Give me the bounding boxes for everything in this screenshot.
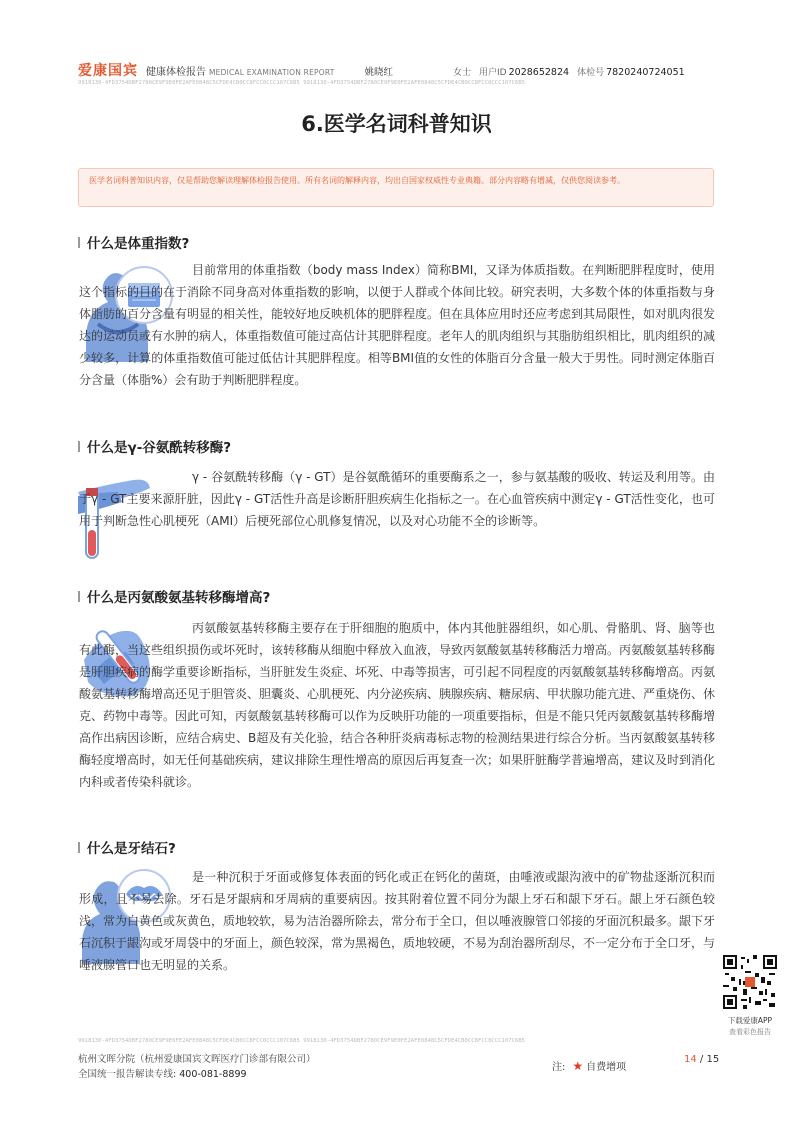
section-bar	[78, 842, 80, 853]
report-header	[78, 60, 718, 80]
section-heading-tartar	[78, 837, 176, 857]
page-total: 15	[706, 1054, 720, 1065]
hotline-label: 全国统一报告解读专线:	[78, 1069, 177, 1080]
page-title: 6.医学名词科普知识	[301, 112, 492, 136]
exam-no-value: 7820240724051	[606, 67, 685, 78]
section-title: 什么是γ-谷氨酰转移酶?	[87, 440, 232, 456]
page-separator: /	[696, 1054, 707, 1065]
patient-name: 姚晓红	[364, 67, 394, 78]
qr-caption-color-report: 查看彩色报告	[729, 1028, 771, 1036]
app-qr-code[interactable]	[723, 955, 777, 1009]
hotline-number: 400-081-8899	[179, 1069, 247, 1080]
report-title: 健康体检报告	[146, 67, 206, 78]
section-bar	[78, 441, 80, 452]
page-current: 14	[684, 1054, 697, 1065]
user-id-label: 用户ID	[479, 68, 507, 78]
patient-gender: 女士	[453, 68, 472, 78]
section-text-ggt: γ - 谷氨酰转移酶（γ - GT）是谷氨酰循环的重要酶系之一，参与氨基酸的吸收、转运及利用等。由于γ - GT主要来源肝脏，因此γ - GT活性升高是诊断肝胆疾病生化指标之一。在心血管疾病中测定γ - GT活性变化，也可用于判断急性心肌梗死（AMI）后梗死部位心肌修复情况，以及对心功能不全的诊断等。	[79, 470, 715, 528]
section-bar	[78, 237, 80, 248]
section-bar	[78, 591, 80, 602]
user-id-value: 2028652824	[508, 67, 570, 78]
report-subtitle: MEDICAL EXAMINATION REPORT	[209, 68, 335, 77]
section-text-tartar: 是一种沉积于牙面或修复体表面的钙化或正在钙化的菌斑，由唾液或龈沟液中的矿物盐逐渐沉积而形成，且不易去除。牙石是牙龈病和牙周病的重要病因。按其附着位置不同分为龈上牙石和龈下牙石。龈上牙石颜色较浅，常为白黄色或灰黄色，质地较软，易为洁治器所除去，常分布于全口，但以唾液腺管口邻接的牙面沉积最多。龈下牙石沉积于龈沟或牙周袋中的牙面上，颜色较深，常为黑褐色，质地较硬，不易为刮治器所刮尽，不一定分布于全口牙，与唾液腺管口也无明显的关系。	[79, 870, 716, 972]
section-heading-bmi	[78, 232, 189, 252]
header-hash-line: 9918130-4FD3754DBF2780CE9F9E0FE2AFE0848C5CFDE4CB0CC8FCC0CCC107C6B5 9918130-4FD3754DBF2780CE9F9E0FE2AFE0848C5CFDE4CB0CC8FCC0CCC107C6B5	[78, 80, 526, 86]
footer-branch: 杭州文晖分院（杭州爱康国宾文晖医疗门诊部有限公司）	[78, 1054, 316, 1065]
star-icon: ★	[572, 1058, 584, 1073]
section-text-alt: 丙氨酸氨基转移酶主要存在于肝细胞的胞质中，体内其他脏器组织，如心肌、骨骼肌、肾、脑等也有此酶，当这些组织损伤或坏死时，该转移酶从细胞中释放入血液，导致丙氨酸氨基转移酶活力增高。丙氨酸氨基转移酶是肝胆疾病的酶学重要诊断指标，当肝脏发生炎症、坏死、中毒等损害，可引起不同程度的丙氨酸氨基转移酶增高。丙氨酸氨基转移酶增高还见于胆管炎、胆囊炎、心肌梗死、内分泌疾病、胰腺疾病、糖尿病、甲状腺功能亢进、严重烧伤、休克、药物中毒等。因此可知，丙氨酸氨基转移酶可以作为反映肝功能的一项重要指标，但是不能只凭丙氨酸氨基转移酶增高作出病因诊断，应结合病史、B超及有关化验，结合各种肝炎病毒标志物的检测结果进行综合分析。当丙氨酸氨基转移酶轻度增高时，如无任何基础疾病，建议排除生理性增高的原因后再复查一次；如果肝脏酶学普遍增高，建议及时到消化内科或者传染科就诊。	[79, 621, 716, 789]
brand-logo: 爱康国宾	[78, 63, 138, 79]
section-title: 什么是体重指数?	[87, 236, 190, 252]
footer-hash-line: 9918130-4FD3754DBF2780CE9F9E0FE2AFE0848C5CFDE4CB0CC8FCC0CCC107C6B5 9918130-4FD3754DBF2780CE9F9E0FE2AFE0848C5CFDE4CB0CC8FCC0CCC107C6B5	[78, 1038, 526, 1044]
section-title: 什么是牙结石?	[87, 841, 176, 857]
disclaimer-notice: 医学名词科普知识内容，仅是帮助您解读理解体检报告使用。所有名词的解释内容，均出自国家权威性专业典籍。部分内容略有增减，仅供您阅读参考。	[78, 168, 714, 207]
section-heading-ggt	[78, 436, 231, 456]
exam-no-label: 体检号	[577, 68, 605, 78]
note-label: 注:	[552, 1062, 566, 1073]
page-number	[684, 1054, 719, 1065]
footer-hotline	[78, 1066, 247, 1080]
section-text-bmi: 目前常用的体重指数（body mass Index）简称BMI，又译为体质指数。在判断肥胖程度时，使用这个指标的目的在于消除不同身高对体重指数的影响，以便于人群或个体间比较。研究表明，大多数个体的体重指数与身体脂肪的百分含量有明显的相关性，能较好地反映机体的肥胖程度。但在具体应用时还应考虑到其局限性，如对肌肉很发达的运动员或有水肿的病人，体重指数值可能过高估计其肥胖程度。老年人的肌肉组织与其脂肪组织相比，肌肉组织的减少较多，计算的体重指数值可能过低估计其肥胖程度。相等BMI值的女性的体脂百分含量一般大于男性。同时测定体脂百分含量（体脂%）会有助于判断肥胖程度。	[79, 263, 716, 387]
section-heading-alt	[78, 586, 270, 606]
qr-caption-download: 下载爱康APP	[727, 1016, 773, 1025]
section-title: 什么是丙氨酸氨基转移酶增高?	[87, 590, 271, 606]
legend-note	[552, 1058, 626, 1073]
note-text: 自费增项	[586, 1062, 627, 1073]
